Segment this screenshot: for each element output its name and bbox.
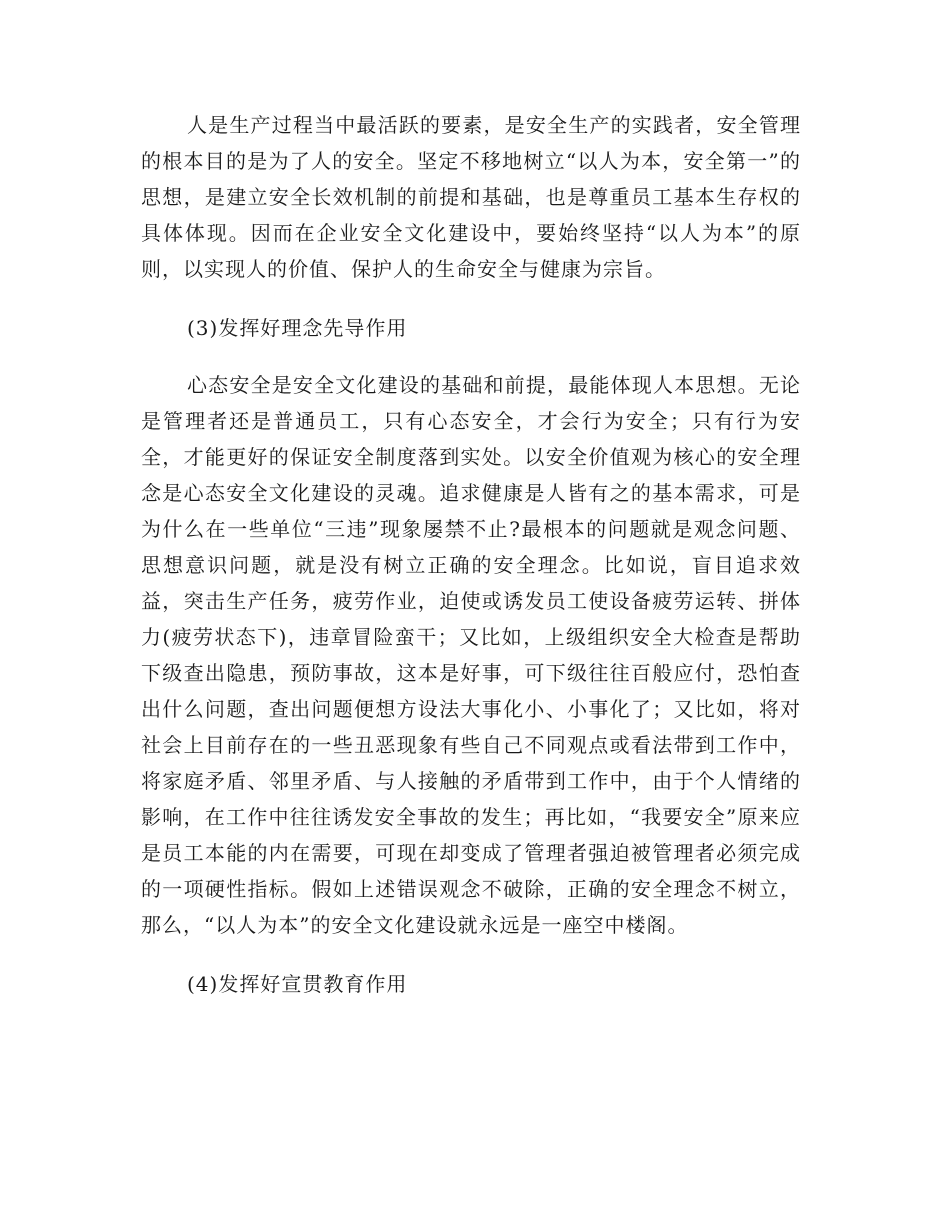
document-body	[141, 107, 801, 1002]
paragraph-mindset-safety: 心态安全是安全文化建设的基础和前提，最能体现人本思想。无论是管理者还是普通员工，只有心态安全，才会行为安全；只有行为安全，才能更好的保证安全制度落到实处。以安全价值观为核心的安全理念是心态安全文化建设的灵魂。追求健康是人皆有之的基本需求，可是为什么在一些单位“三违”现象屡禁不止?最根本的问题就是观念问题、思想意识问题，就是没有树立正确的安全理念。比如说，盲目追求效益，突击生产任务，疲劳作业，迫使或诱发员工使设备疲劳运转、拼体力(疲劳状态下)，违章冒险蛮干；又比如，上级组织安全大检查是帮助下级查出隐患，预防事故，这本是好事，可下级往往百般应付，恐怕查出什么问题，查出问题便想方设法大事化小、小事化了；又比如，将对社会上目前存在的一些丑恶现象有些自己不同观点或看法带到工作中，将家庭矛盾、邻里矛盾、与人接触的矛盾带到工作中，由于个人情绪的影响，在工作中往往诱发安全事故的发生；再比如，“我要安全”原来应是员工本能的内在需要，可现在却变成了管理者强迫被管理者必须完成的一项硬性指标。假如上述错误观念不破除，正确的安全理念不树立，那么，“以人为本”的安全文化建设就永远是一座空中楼阁。	[141, 373, 801, 937]
paragraph-people-oriented: 人是生产过程当中最活跃的要素，是安全生产的实践者，安全管理的根本目的是为了人的安全。坚定不移地树立“以人为本，安全第一”的思想，是建立安全长效机制的前提和基础，也是尊重员工基本生存权的具体体现。因而在企业安全文化建设中，要始终坚持“以人为本”的原则，以实现人的价值、保护人的生命安全与健康为宗旨。	[141, 113, 801, 281]
section-heading-3: (3)发挥好理念先导作用	[187, 316, 408, 340]
section-heading-4: (4)发挥好宣贯教育作用	[187, 972, 408, 996]
